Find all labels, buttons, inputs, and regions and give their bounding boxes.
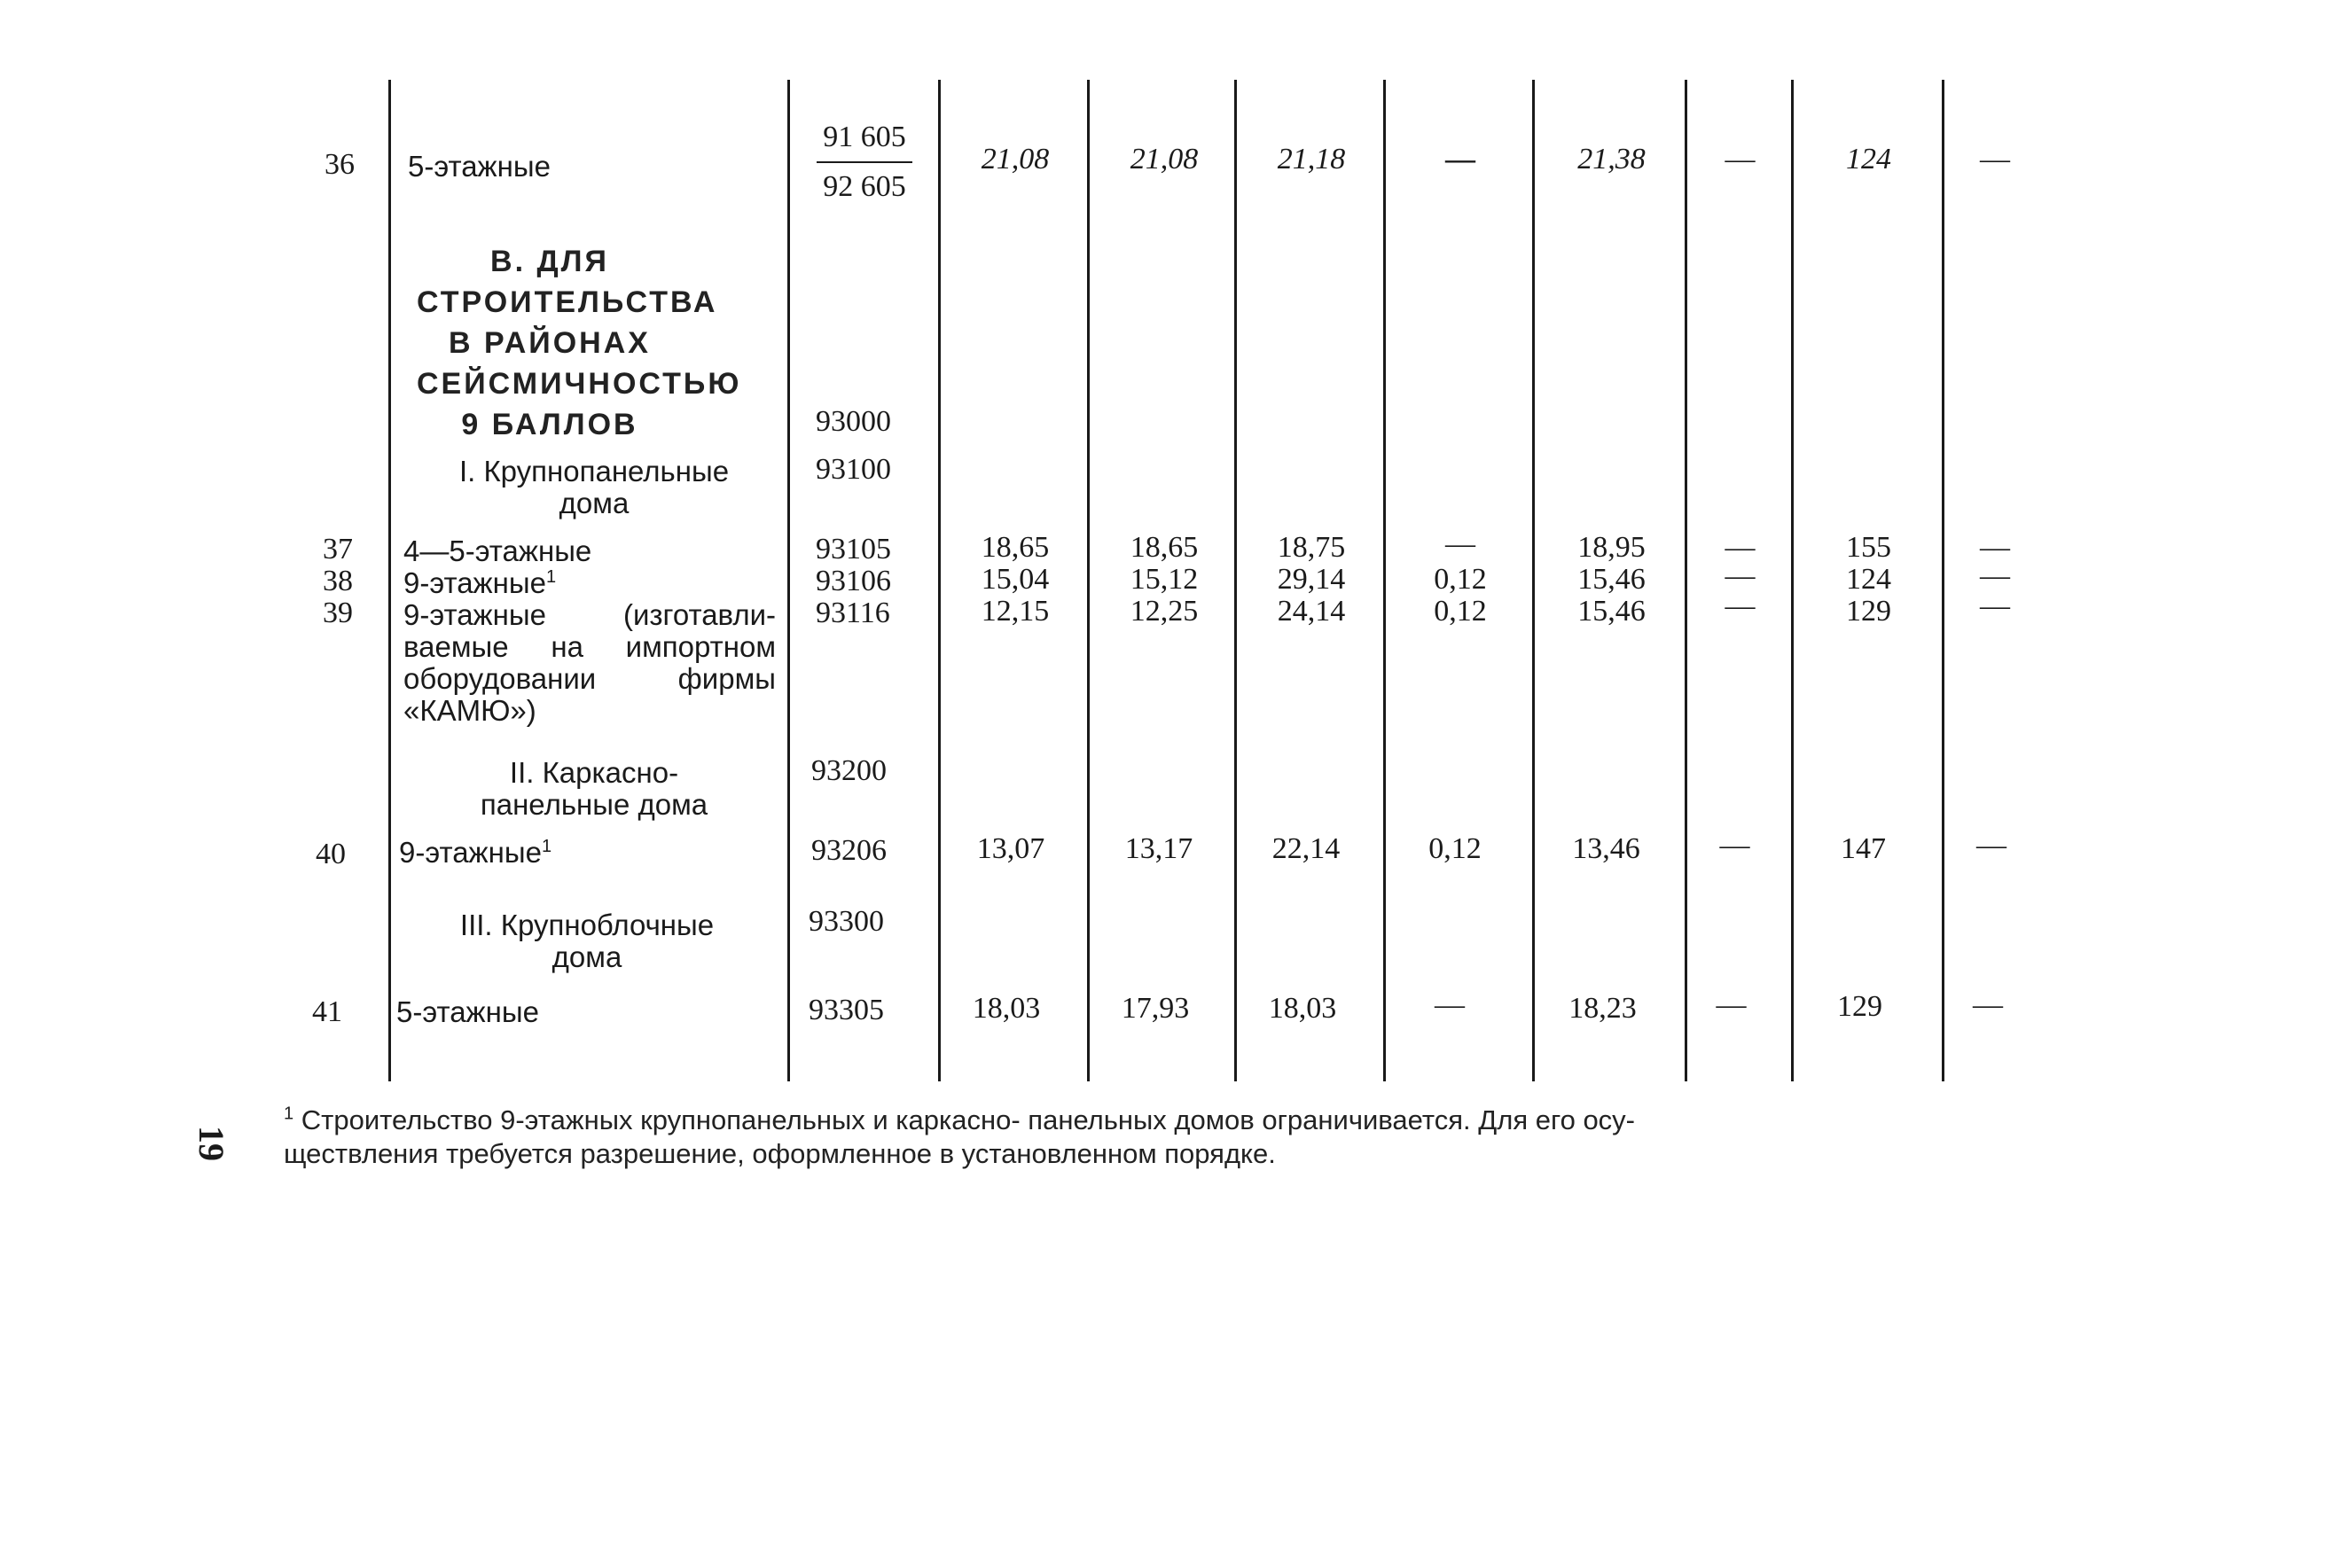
value-c2: 15,12 bbox=[1130, 563, 1199, 596]
footnote bbox=[284, 1104, 2022, 1171]
group-code: 93200 bbox=[811, 754, 887, 787]
value-c2: 17,93 bbox=[1121, 992, 1190, 1025]
value-c7: 124 bbox=[1846, 563, 1891, 596]
footnote-text: ществления требуется разрешение, оформленное в установленном порядке. bbox=[284, 1138, 1276, 1169]
footnote-mark: 1 bbox=[284, 1104, 294, 1124]
row-name-text: 9-этажные bbox=[399, 836, 542, 869]
value-c1: 18,65 bbox=[981, 531, 1050, 564]
value-c4: 0,12 bbox=[1434, 563, 1487, 596]
rule-7 bbox=[1532, 80, 1535, 1081]
value-c7: 129 bbox=[1837, 990, 1882, 1023]
group-title bbox=[417, 456, 771, 519]
page-number: 19 bbox=[192, 1126, 231, 1161]
row-name-line: 9-этажные (изготавли- bbox=[403, 598, 776, 631]
value-c4: — bbox=[1445, 527, 1475, 560]
row-number: 40 bbox=[316, 838, 346, 870]
footnote-text: Строительство 9-этажных крупнопанельных и каркасно- панельных домов ограничивается. Для его осу- bbox=[301, 1104, 1636, 1135]
value-c8: — bbox=[1976, 829, 2006, 862]
row-name: 4—5-этажные bbox=[403, 534, 592, 567]
value-c4: — bbox=[1445, 143, 1475, 176]
value-c4: — bbox=[1435, 988, 1465, 1021]
group-title-line: дома bbox=[551, 940, 622, 973]
section-title-line: СЕЙСМИЧНОСТЬЮ bbox=[417, 367, 742, 401]
value-c5: 21,38 bbox=[1577, 143, 1646, 176]
group-title bbox=[417, 757, 771, 821]
value-c7: 155 bbox=[1846, 531, 1891, 564]
footnote-ref: 1 bbox=[545, 567, 557, 587]
value-c3: 18,03 bbox=[1268, 992, 1337, 1025]
value-c7: 147 bbox=[1841, 832, 1886, 865]
row-name-line: ваемые на импортном bbox=[403, 630, 776, 663]
value-c2: 12,25 bbox=[1130, 595, 1199, 628]
value-c8: — bbox=[1980, 559, 2010, 592]
rule-6 bbox=[1383, 80, 1386, 1081]
value-c6: — bbox=[1725, 531, 1756, 564]
rule-8 bbox=[1685, 80, 1687, 1081]
value-c1: 21,08 bbox=[981, 143, 1050, 176]
value-c3: 29,14 bbox=[1277, 563, 1346, 596]
footnote-line bbox=[284, 1137, 2022, 1171]
row-name-line: оборудовании фирмы bbox=[403, 662, 776, 695]
row-name: 5-этажные bbox=[396, 995, 539, 1028]
value-c6: — bbox=[1725, 143, 1756, 176]
footnote-line bbox=[284, 1104, 2022, 1137]
value-c5: 15,46 bbox=[1577, 563, 1646, 596]
rule-1 bbox=[388, 80, 391, 1081]
value-c6: — bbox=[1725, 589, 1756, 622]
rule-4 bbox=[1087, 80, 1090, 1081]
group-title-line: панельные дома bbox=[480, 788, 708, 821]
code-top: 91 605 bbox=[823, 121, 906, 153]
value-c6: — bbox=[1716, 988, 1747, 1021]
row-number: 38 bbox=[323, 565, 353, 597]
value-c8: — bbox=[1980, 589, 2010, 622]
row-code: 93105 bbox=[816, 533, 891, 566]
group-code: 93100 bbox=[816, 453, 891, 486]
group-title bbox=[410, 909, 764, 973]
group-title-line: дома bbox=[559, 487, 630, 519]
group-title-line: II. Каркасно- bbox=[509, 756, 679, 789]
row-number: 41 bbox=[312, 995, 342, 1028]
value-c3: 24,14 bbox=[1277, 595, 1346, 628]
value-c1: 12,15 bbox=[981, 595, 1050, 628]
fraction-bar bbox=[817, 161, 912, 163]
value-c3: 21,18 bbox=[1277, 143, 1346, 176]
value-c2: 13,17 bbox=[1124, 832, 1193, 865]
row-name bbox=[399, 837, 551, 869]
row-code: 93305 bbox=[809, 994, 884, 1026]
row-code: 93116 bbox=[816, 597, 890, 629]
section-title bbox=[417, 241, 742, 445]
row-number: 39 bbox=[323, 597, 353, 629]
group-title-line: I. Крупнопанельные bbox=[458, 455, 730, 488]
rule-9 bbox=[1791, 80, 1794, 1081]
rule-3 bbox=[938, 80, 941, 1081]
value-c6: — bbox=[1725, 559, 1756, 592]
section-title-line: В. ДЛЯ bbox=[490, 245, 609, 278]
footnote-ref: 1 bbox=[541, 837, 552, 856]
value-c1: 18,03 bbox=[972, 992, 1041, 1025]
value-c7: 124 bbox=[1846, 143, 1891, 176]
section-title-line: СТРОИТЕЛЬСТВА bbox=[417, 285, 718, 319]
row-name-multiline bbox=[403, 599, 776, 727]
section-title-line: В РАЙОНАХ bbox=[449, 326, 651, 360]
value-c5: 18,95 bbox=[1577, 531, 1646, 564]
rule-10 bbox=[1942, 80, 1944, 1081]
value-c5: 15,46 bbox=[1577, 595, 1646, 628]
value-c5: 13,46 bbox=[1572, 832, 1640, 865]
value-c6: — bbox=[1719, 829, 1750, 862]
rule-5 bbox=[1234, 80, 1237, 1081]
row-name: 5-этажные bbox=[408, 150, 551, 183]
section-title-line: 9 БАЛЛОВ bbox=[461, 408, 638, 441]
value-c2: 18,65 bbox=[1130, 531, 1199, 564]
section-code: 93000 bbox=[816, 405, 891, 438]
value-c8: — bbox=[1980, 531, 2010, 564]
row-code: 93206 bbox=[811, 834, 887, 867]
value-c8: — bbox=[1973, 988, 2003, 1021]
value-c4: 0,12 bbox=[1434, 595, 1487, 628]
row-name-line: «КАМЮ») bbox=[403, 694, 536, 727]
code-fraction bbox=[811, 121, 918, 204]
value-c2: 21,08 bbox=[1130, 143, 1199, 176]
value-c8: — bbox=[1980, 143, 2010, 176]
row-number: 37 bbox=[323, 533, 353, 566]
row-number: 36 bbox=[325, 148, 355, 181]
value-c4: 0,12 bbox=[1428, 832, 1482, 865]
value-c3: 18,75 bbox=[1277, 531, 1346, 564]
code-bottom: 92 605 bbox=[823, 170, 906, 203]
row-name-text: 9-этажные bbox=[403, 566, 546, 599]
value-c7: 129 bbox=[1846, 595, 1891, 628]
value-c5: 18,23 bbox=[1568, 992, 1637, 1025]
value-c3: 22,14 bbox=[1271, 832, 1341, 865]
row-code: 93106 bbox=[816, 565, 891, 597]
row-name bbox=[403, 567, 556, 599]
rule-2 bbox=[787, 80, 790, 1081]
value-c1: 15,04 bbox=[981, 563, 1050, 596]
group-title-line: III. Крупноблочные bbox=[459, 909, 715, 941]
value-c1: 13,07 bbox=[976, 832, 1045, 865]
group-code: 93300 bbox=[809, 905, 884, 938]
